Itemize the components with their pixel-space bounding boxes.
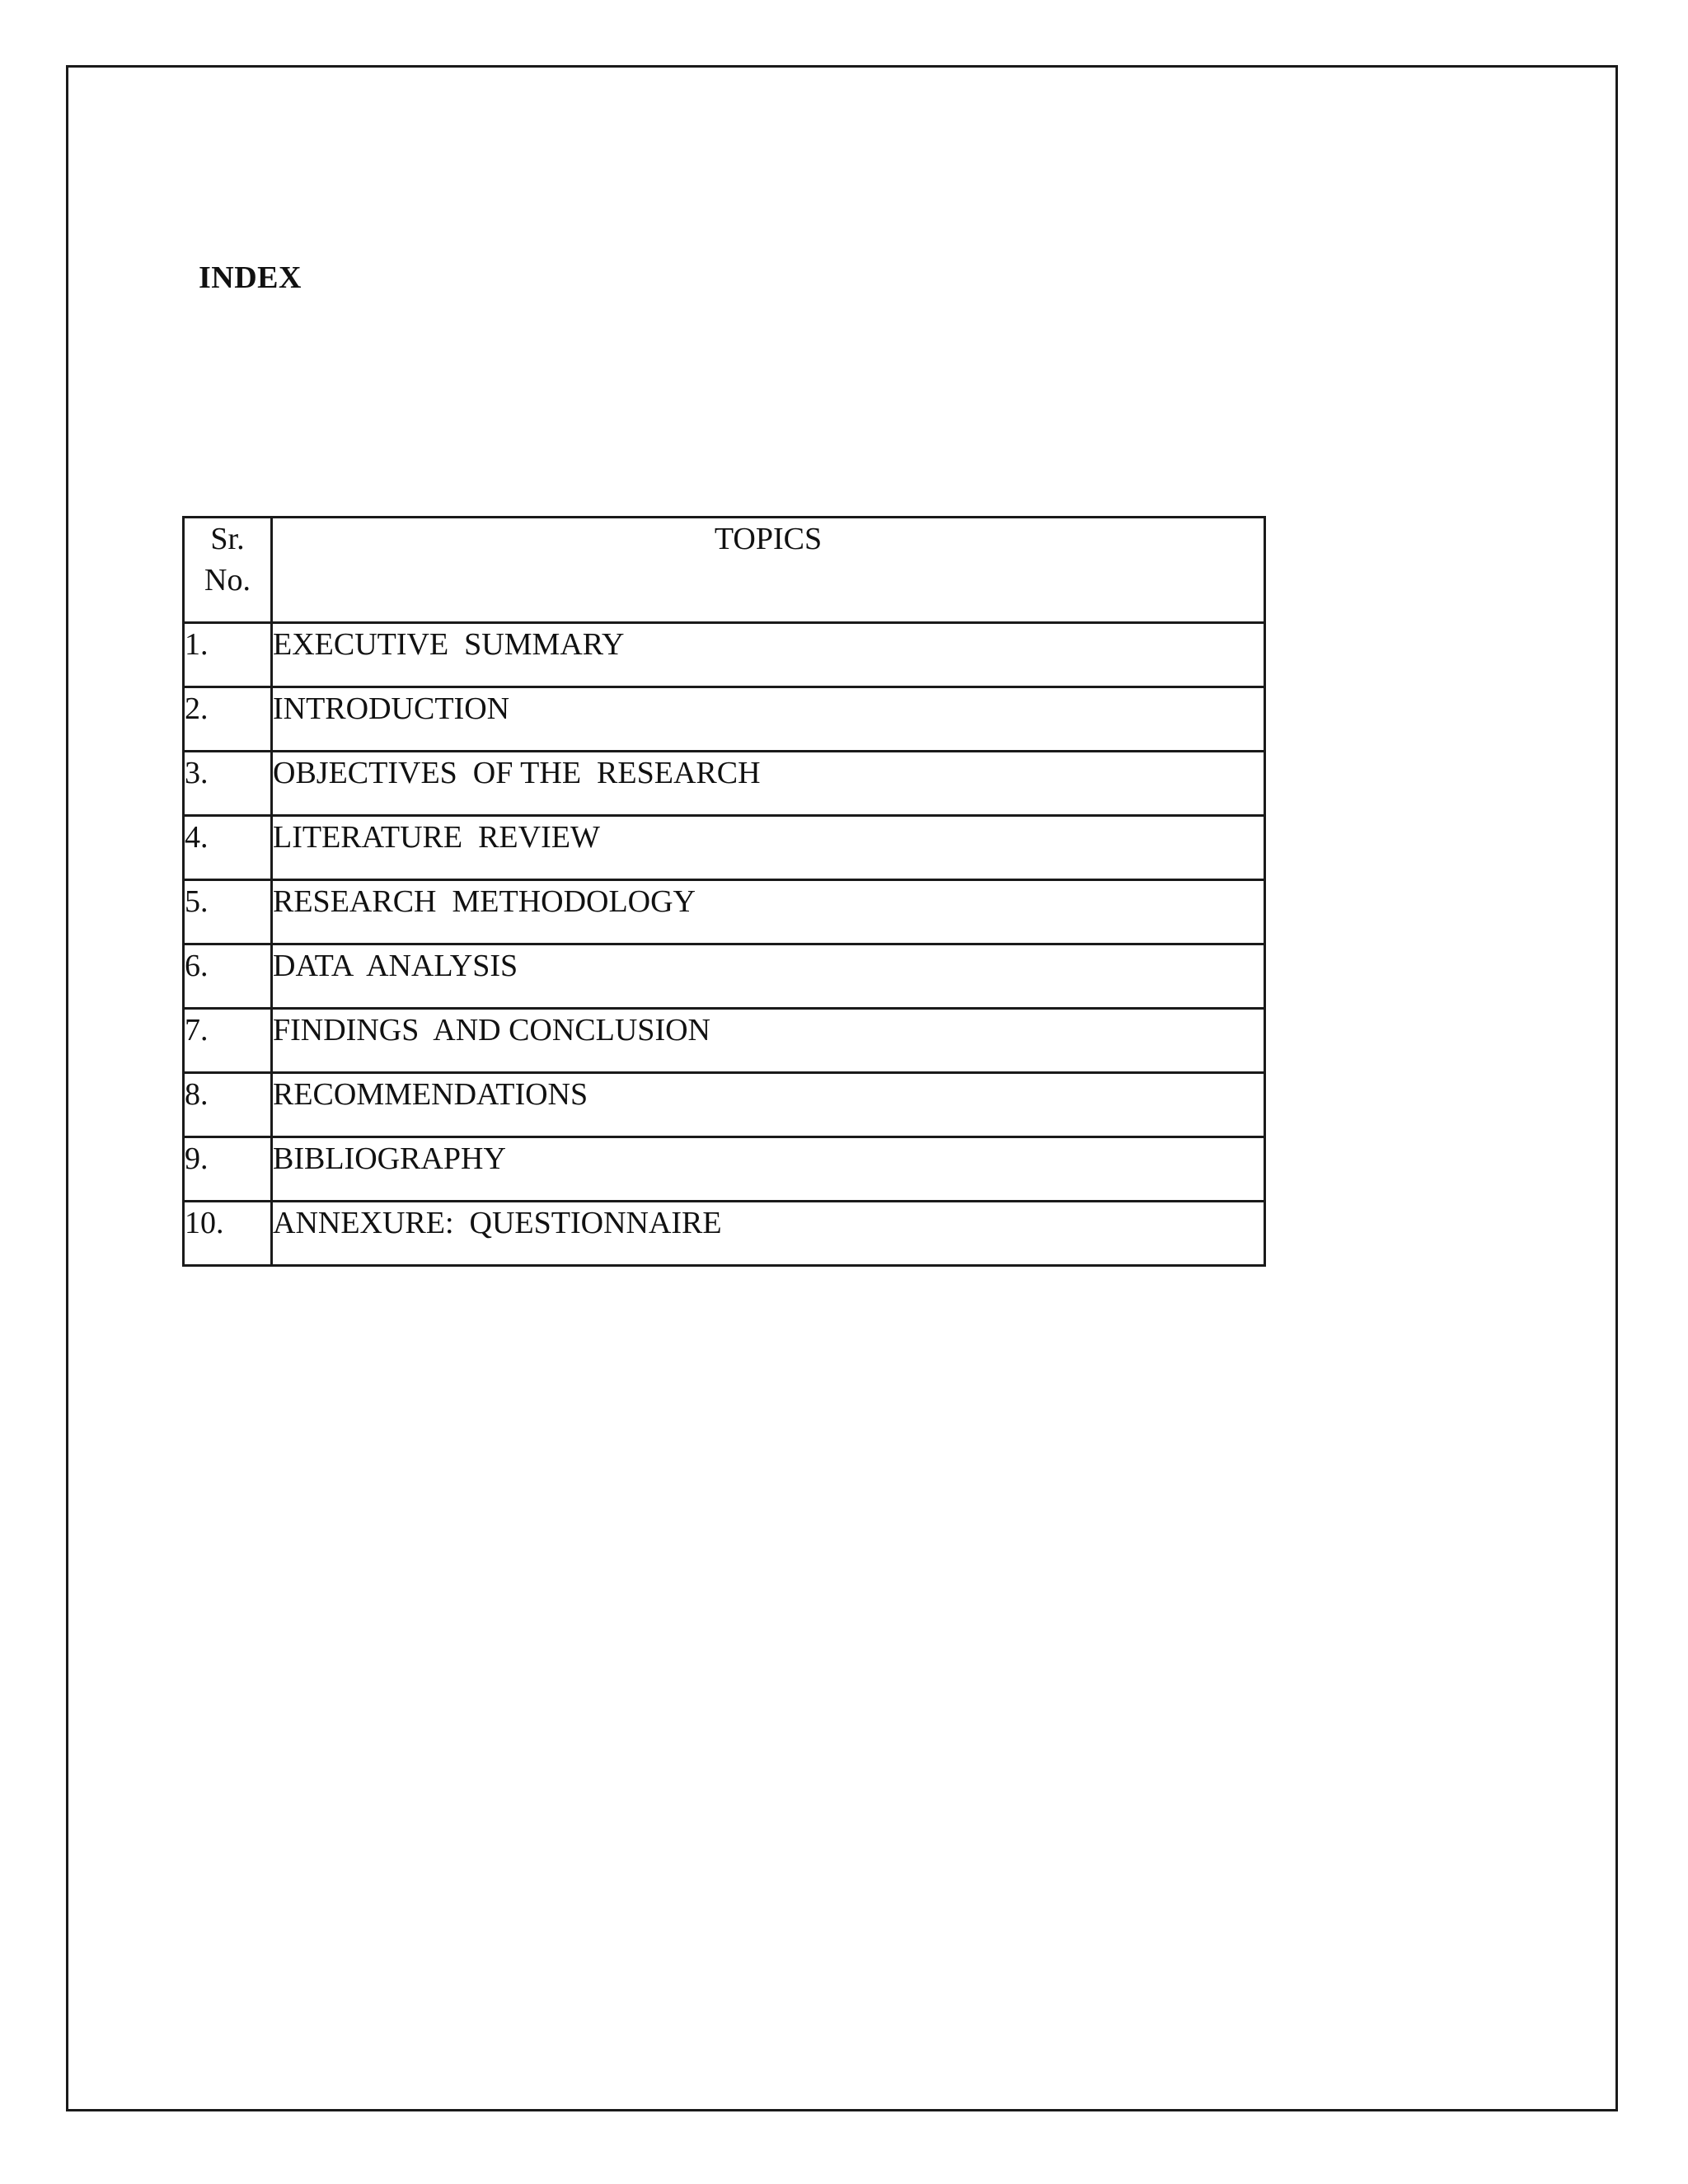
topic-cell: ANNEXURE: QUESTIONNAIRE xyxy=(272,1202,1265,1266)
sr-cell: 4. xyxy=(184,816,272,880)
topic-cell: RESEARCH METHODOLOGY xyxy=(272,880,1265,944)
sr-cell: 10. xyxy=(184,1202,272,1266)
sr-cell: 3. xyxy=(184,752,272,816)
sr-header-line-2: No. xyxy=(204,563,251,598)
sr-cell: 5. xyxy=(184,880,272,944)
topic-cell: INTRODUCTION xyxy=(272,687,1265,752)
topic-cell: LITERATURE REVIEW xyxy=(272,816,1265,880)
topic-cell: DATA ANALYSIS xyxy=(272,944,1265,1009)
sr-cell: 9. xyxy=(184,1137,272,1202)
table-row xyxy=(184,752,1265,816)
topics-header: TOPICS xyxy=(272,518,1265,623)
page-title: INDEX xyxy=(199,260,302,295)
table-header-row xyxy=(184,518,1265,623)
table-row xyxy=(184,944,1265,1009)
topic-cell: RECOMMENDATIONS xyxy=(272,1073,1265,1137)
sr-cell: 6. xyxy=(184,944,272,1009)
table-row xyxy=(184,1137,1265,1202)
sr-no-header xyxy=(184,518,272,623)
table-row xyxy=(184,880,1265,944)
topic-cell: EXECUTIVE SUMMARY xyxy=(272,623,1265,687)
table-row xyxy=(184,1073,1265,1137)
sr-cell: 7. xyxy=(184,1009,272,1073)
table-row xyxy=(184,623,1265,687)
table-row xyxy=(184,816,1265,880)
table-row xyxy=(184,687,1265,752)
sr-cell: 8. xyxy=(184,1073,272,1137)
topic-cell: OBJECTIVES OF THE RESEARCH xyxy=(272,752,1265,816)
topic-cell: BIBLIOGRAPHY xyxy=(272,1137,1265,1202)
table-row xyxy=(184,1202,1265,1266)
index-table xyxy=(182,516,1266,1267)
table-row xyxy=(184,1009,1265,1073)
topic-cell: FINDINGS AND CONCLUSION xyxy=(272,1009,1265,1073)
sr-header-line-1: Sr. xyxy=(210,522,245,556)
sr-cell: 1. xyxy=(184,623,272,687)
sr-cell: 2. xyxy=(184,687,272,752)
